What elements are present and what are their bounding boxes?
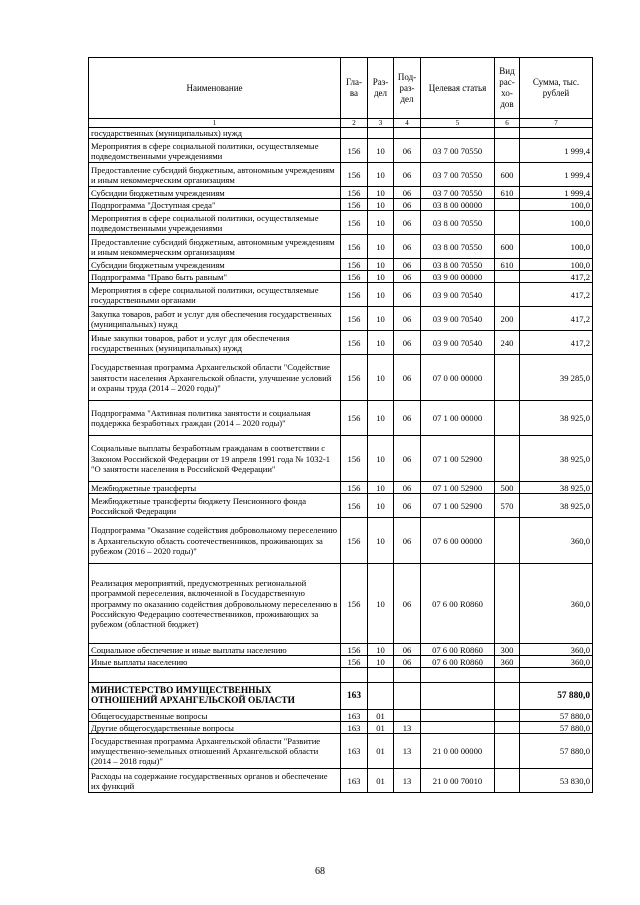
row-chapter-cell: 163 <box>341 722 368 734</box>
row-target-cell <box>421 128 495 139</box>
row-section-cell: 01 <box>368 710 394 722</box>
row-expense-type-cell <box>495 211 520 235</box>
row-target-cell: 07 1 00 52900 <box>421 494 495 518</box>
row-name-cell: Мероприятия в сфере социальной политики, осуществляемые государственными органами <box>89 283 341 307</box>
header-section: Раз-дел <box>368 58 394 119</box>
row-target-cell: 03 9 00 00000 <box>421 271 495 283</box>
row-name-cell: Предоставление субсидий бюджетным, автономным учреждениям и иным некоммерческим организациям <box>89 235 341 259</box>
row-amount-cell: 1 999,4 <box>520 187 593 199</box>
row-section-cell: 10 <box>368 199 394 211</box>
row-expense-type-cell: 360 <box>495 656 520 668</box>
table-row <box>89 564 593 644</box>
row-section-cell: 01 <box>368 769 394 793</box>
row-subsection-cell: 06 <box>394 518 421 564</box>
row-section-cell: 10 <box>368 187 394 199</box>
row-expense-type-cell: 300 <box>495 644 520 656</box>
row-subsection-cell <box>394 668 421 683</box>
column-number: 5 <box>421 119 495 128</box>
row-name-cell: Государственная программа Архангельской области "Содействие занятости населения Архангельской области, улучшение условий и охраны труда (2014 – 2020 годы)" <box>89 355 341 401</box>
row-target-cell: 03 9 00 70540 <box>421 307 495 331</box>
row-section-cell: 10 <box>368 259 394 271</box>
row-target-cell <box>421 722 495 734</box>
row-section-cell: 10 <box>368 211 394 235</box>
row-target-cell: 07 6 00 R0860 <box>421 564 495 644</box>
row-section-cell: 10 <box>368 564 394 644</box>
column-number: 6 <box>495 119 520 128</box>
row-target-cell: 03 8 00 70550 <box>421 235 495 259</box>
row-subsection-cell: 06 <box>394 199 421 211</box>
row-target-cell: 03 7 00 70550 <box>421 187 495 199</box>
table-header-row <box>89 58 593 119</box>
table-row <box>89 331 593 355</box>
row-name-cell: Межбюджетные трансферты <box>89 482 341 494</box>
row-subsection-cell: 06 <box>394 283 421 307</box>
row-chapter-cell: 156 <box>341 401 368 436</box>
row-subsection-cell <box>394 128 421 139</box>
row-expense-type-cell: 240 <box>495 331 520 355</box>
row-name-cell: Межбюджетные трансферты бюджету Пенсионного фонда Российской Федерации <box>89 494 341 518</box>
row-amount-cell: 100,0 <box>520 211 593 235</box>
row-expense-type-cell <box>495 128 520 139</box>
table-row <box>89 482 593 494</box>
row-amount-cell: 39 285,0 <box>520 355 593 401</box>
row-section-cell <box>368 683 394 710</box>
row-chapter-cell: 156 <box>341 482 368 494</box>
row-target-cell: 07 6 00 R0860 <box>421 656 495 668</box>
row-amount-cell: 417,2 <box>520 283 593 307</box>
row-expense-type-cell: 200 <box>495 307 520 331</box>
column-number-row <box>89 119 593 128</box>
budget-table <box>88 57 593 793</box>
row-expense-type-cell <box>495 355 520 401</box>
table-row <box>89 163 593 187</box>
table-row <box>89 644 593 656</box>
row-section-cell: 10 <box>368 401 394 436</box>
row-amount-cell: 360,0 <box>520 564 593 644</box>
row-subsection-cell <box>394 710 421 722</box>
table-row <box>89 494 593 518</box>
row-amount-cell <box>520 128 593 139</box>
row-section-cell: 10 <box>368 139 394 163</box>
row-target-cell: 21 0 00 70010 <box>421 769 495 793</box>
table-row <box>89 769 593 793</box>
row-subsection-cell: 13 <box>394 769 421 793</box>
row-amount-cell: 57 880,0 <box>520 722 593 734</box>
row-target-cell: 03 8 00 70550 <box>421 211 495 235</box>
row-expense-type-cell <box>495 769 520 793</box>
row-amount-cell: 100,0 <box>520 259 593 271</box>
header-expense-type: Вид рас-хо-дов <box>495 58 520 119</box>
row-target-cell: 07 1 00 52900 <box>421 436 495 482</box>
row-expense-type-cell: 610 <box>495 187 520 199</box>
row-section-cell: 10 <box>368 163 394 187</box>
row-chapter-cell: 156 <box>341 307 368 331</box>
row-section-cell: 10 <box>368 283 394 307</box>
row-name-cell: государственных (муниципальных) нужд <box>89 128 341 139</box>
row-chapter-cell: 156 <box>341 259 368 271</box>
row-target-cell: 21 0 00 00000 <box>421 734 495 769</box>
row-amount-cell: 1 999,4 <box>520 139 593 163</box>
row-chapter-cell: 156 <box>341 644 368 656</box>
row-amount-cell: 360,0 <box>520 644 593 656</box>
row-amount-cell: 100,0 <box>520 199 593 211</box>
table-row <box>89 722 593 734</box>
row-target-cell: 03 8 00 00000 <box>421 199 495 211</box>
row-chapter-cell: 156 <box>341 163 368 187</box>
table-row <box>89 401 593 436</box>
row-amount-cell: 100,0 <box>520 235 593 259</box>
row-name-cell: Подпрограмма "Оказание содействия добровольному переселению в Архангельскую область соотечественников, проживающих за рубежом (2016 – 2020 годы)" <box>89 518 341 564</box>
row-chapter-cell: 156 <box>341 199 368 211</box>
row-subsection-cell: 06 <box>394 259 421 271</box>
column-number: 2 <box>341 119 368 128</box>
table-row <box>89 128 593 139</box>
row-expense-type-cell <box>495 283 520 307</box>
row-section-cell <box>368 668 394 683</box>
row-amount-cell: 53 830,0 <box>520 769 593 793</box>
row-subsection-cell: 06 <box>394 494 421 518</box>
row-subsection-cell: 06 <box>394 436 421 482</box>
table-row <box>89 436 593 482</box>
row-expense-type-cell: 600 <box>495 163 520 187</box>
row-subsection-cell: 13 <box>394 722 421 734</box>
row-section-cell: 10 <box>368 331 394 355</box>
row-expense-type-cell: 570 <box>495 494 520 518</box>
row-target-cell: 03 8 00 70550 <box>421 259 495 271</box>
page-number: 68 <box>315 866 325 877</box>
row-section-cell: 10 <box>368 518 394 564</box>
row-subsection-cell <box>394 683 421 710</box>
row-section-cell: 10 <box>368 644 394 656</box>
column-number: 3 <box>368 119 394 128</box>
row-target-cell: 07 6 00 R0860 <box>421 644 495 656</box>
row-name-cell: Предоставление субсидий бюджетным, автономным учреждениям и иным некоммерческим организациям <box>89 163 341 187</box>
header-subsection: Под-раз-дел <box>394 58 421 119</box>
header-name: Наименование <box>89 58 341 119</box>
row-amount-cell: 360,0 <box>520 656 593 668</box>
table-row <box>89 187 593 199</box>
row-target-cell: 03 9 00 70540 <box>421 283 495 307</box>
row-expense-type-cell <box>495 668 520 683</box>
table-row <box>89 734 593 769</box>
row-amount-cell: 57 880,0 <box>520 683 593 710</box>
row-amount-cell: 417,2 <box>520 331 593 355</box>
row-expense-type-cell: 600 <box>495 235 520 259</box>
row-target-cell: 07 0 00 00000 <box>421 355 495 401</box>
table-row <box>89 283 593 307</box>
table-row <box>89 355 593 401</box>
row-subsection-cell: 06 <box>394 331 421 355</box>
row-name-cell: Социальное обеспечение и иные выплаты населению <box>89 644 341 656</box>
row-name-cell: Подпрограмма "Право быть равным" <box>89 271 341 283</box>
row-target-cell: 03 7 00 70550 <box>421 163 495 187</box>
row-subsection-cell: 06 <box>394 307 421 331</box>
row-chapter-cell: 163 <box>341 769 368 793</box>
row-name-cell: Подпрограмма "Активная политика занятости и социальная поддержка безработных граждан (2014 – 2020 годы)" <box>89 401 341 436</box>
row-name-cell: Иные закупки товаров, работ и услуг для обеспечения государственных (муниципальных) нужд <box>89 331 341 355</box>
row-amount-cell: 417,2 <box>520 307 593 331</box>
row-subsection-cell: 06 <box>394 401 421 436</box>
row-name-cell: Общегосударственные вопросы <box>89 710 341 722</box>
row-section-cell: 10 <box>368 235 394 259</box>
row-amount-cell: 38 925,0 <box>520 482 593 494</box>
row-name-cell: МИНИСТЕРСТВО ИМУЩЕСТВЕННЫХ ОТНОШЕНИЙ АРХАНГЕЛЬСКОЙ ОБЛАСТИ <box>89 683 341 710</box>
row-subsection-cell: 13 <box>394 734 421 769</box>
row-name-cell: Мероприятия в сфере социальной политики, осуществляемые подведомственными учреждениями <box>89 139 341 163</box>
row-section-cell: 10 <box>368 656 394 668</box>
row-amount-cell: 38 925,0 <box>520 436 593 482</box>
row-name-cell <box>89 668 341 683</box>
row-chapter-cell: 163 <box>341 710 368 722</box>
row-subsection-cell: 06 <box>394 235 421 259</box>
table-row <box>89 307 593 331</box>
row-target-cell: 07 6 00 00000 <box>421 518 495 564</box>
row-target-cell: 03 7 00 70550 <box>421 139 495 163</box>
row-expense-type-cell <box>495 271 520 283</box>
row-chapter-cell: 156 <box>341 211 368 235</box>
row-chapter-cell: 156 <box>341 564 368 644</box>
row-amount-cell: 1 999,4 <box>520 163 593 187</box>
row-subsection-cell: 06 <box>394 271 421 283</box>
table-row <box>89 199 593 211</box>
row-name-cell: Мероприятия в сфере социальной политики, осуществляемые подведомственными учреждениями <box>89 211 341 235</box>
row-expense-type-cell <box>495 683 520 710</box>
row-chapter-cell: 156 <box>341 656 368 668</box>
table-row <box>89 139 593 163</box>
column-number: 1 <box>89 119 341 128</box>
row-amount-cell: 38 925,0 <box>520 494 593 518</box>
column-number: 7 <box>520 119 593 128</box>
row-chapter-cell <box>341 668 368 683</box>
table-row <box>89 271 593 283</box>
row-name-cell: Подпрограмма "Доступная среда" <box>89 199 341 211</box>
row-chapter-cell: 156 <box>341 271 368 283</box>
row-chapter-cell: 156 <box>341 283 368 307</box>
header-target: Целевая статья <box>421 58 495 119</box>
row-section-cell: 10 <box>368 355 394 401</box>
row-target-cell: 07 1 00 52900 <box>421 482 495 494</box>
row-target-cell: 07 1 00 00000 <box>421 401 495 436</box>
table-row <box>89 683 593 710</box>
row-subsection-cell: 06 <box>394 656 421 668</box>
row-chapter-cell: 156 <box>341 187 368 199</box>
row-chapter-cell: 156 <box>341 139 368 163</box>
row-name-cell: Иные выплаты населению <box>89 656 341 668</box>
row-amount-cell: 57 880,0 <box>520 734 593 769</box>
row-expense-type-cell <box>495 139 520 163</box>
row-chapter-cell: 163 <box>341 734 368 769</box>
table-row <box>89 668 593 683</box>
row-expense-type-cell <box>495 734 520 769</box>
row-chapter-cell: 156 <box>341 436 368 482</box>
header-amount: Сумма, тыс. рублей <box>520 58 593 119</box>
row-amount-cell: 360,0 <box>520 518 593 564</box>
row-expense-type-cell <box>495 518 520 564</box>
row-chapter-cell: 163 <box>341 683 368 710</box>
row-expense-type-cell <box>495 199 520 211</box>
row-expense-type-cell <box>495 564 520 644</box>
row-name-cell: Закупка товаров, работ и услуг для обеспечения государственных (муниципальных) нужд <box>89 307 341 331</box>
row-section-cell: 01 <box>368 722 394 734</box>
row-name-cell: Государственная программа Архангельской области "Развитие имущественно-земельных отношений Архангельской области (2014 – 2018 годы)" <box>89 734 341 769</box>
table-body <box>89 128 593 793</box>
row-amount-cell <box>520 668 593 683</box>
row-chapter-cell: 156 <box>341 235 368 259</box>
table-row <box>89 656 593 668</box>
row-chapter-cell: 156 <box>341 518 368 564</box>
table-row <box>89 710 593 722</box>
row-amount-cell: 57 880,0 <box>520 710 593 722</box>
row-subsection-cell: 06 <box>394 482 421 494</box>
row-section-cell: 10 <box>368 436 394 482</box>
row-amount-cell: 417,2 <box>520 271 593 283</box>
row-section-cell: 10 <box>368 482 394 494</box>
row-chapter-cell: 156 <box>341 331 368 355</box>
row-target-cell <box>421 710 495 722</box>
row-expense-type-cell: 500 <box>495 482 520 494</box>
table-row <box>89 518 593 564</box>
row-subsection-cell: 06 <box>394 211 421 235</box>
row-name-cell: Субсидии бюджетным учреждениям <box>89 187 341 199</box>
row-name-cell: Социальные выплаты безработным гражданам в соответствии с Законом Российской Федерации от 19 апреля 1991 года № 1032-1 "О занятости населения в Российской Федерации" <box>89 436 341 482</box>
header-chapter: Гла-ва <box>341 58 368 119</box>
row-section-cell <box>368 128 394 139</box>
row-subsection-cell: 06 <box>394 355 421 401</box>
row-target-cell <box>421 668 495 683</box>
table-row <box>89 259 593 271</box>
row-section-cell: 10 <box>368 271 394 283</box>
row-amount-cell: 38 925,0 <box>520 401 593 436</box>
row-expense-type-cell: 610 <box>495 259 520 271</box>
row-expense-type-cell <box>495 436 520 482</box>
row-subsection-cell: 06 <box>394 187 421 199</box>
row-section-cell: 10 <box>368 307 394 331</box>
row-name-cell: Субсидии бюджетным учреждениям <box>89 259 341 271</box>
row-name-cell: Другие общегосударственные вопросы <box>89 722 341 734</box>
row-target-cell <box>421 683 495 710</box>
row-subsection-cell: 06 <box>394 564 421 644</box>
row-expense-type-cell <box>495 722 520 734</box>
row-chapter-cell <box>341 128 368 139</box>
row-chapter-cell: 156 <box>341 494 368 518</box>
row-section-cell: 10 <box>368 494 394 518</box>
row-name-cell: Реализация мероприятий, предусмотренных региональной программой переселения, включенной в Государственную программу по оказанию содействия добровольному переселению в Российскую Федерацию соотечественников, проживающих за рубежом (областной бюджет) <box>89 564 341 644</box>
row-section-cell: 01 <box>368 734 394 769</box>
row-subsection-cell: 06 <box>394 644 421 656</box>
row-chapter-cell: 156 <box>341 355 368 401</box>
row-name-cell: Расходы на содержание государственных органов и обеспечение их функций <box>89 769 341 793</box>
row-expense-type-cell <box>495 401 520 436</box>
row-subsection-cell: 06 <box>394 163 421 187</box>
column-number: 4 <box>394 119 421 128</box>
table-row <box>89 235 593 259</box>
row-subsection-cell: 06 <box>394 139 421 163</box>
table-row <box>89 211 593 235</box>
row-target-cell: 03 9 00 70540 <box>421 331 495 355</box>
row-expense-type-cell <box>495 710 520 722</box>
